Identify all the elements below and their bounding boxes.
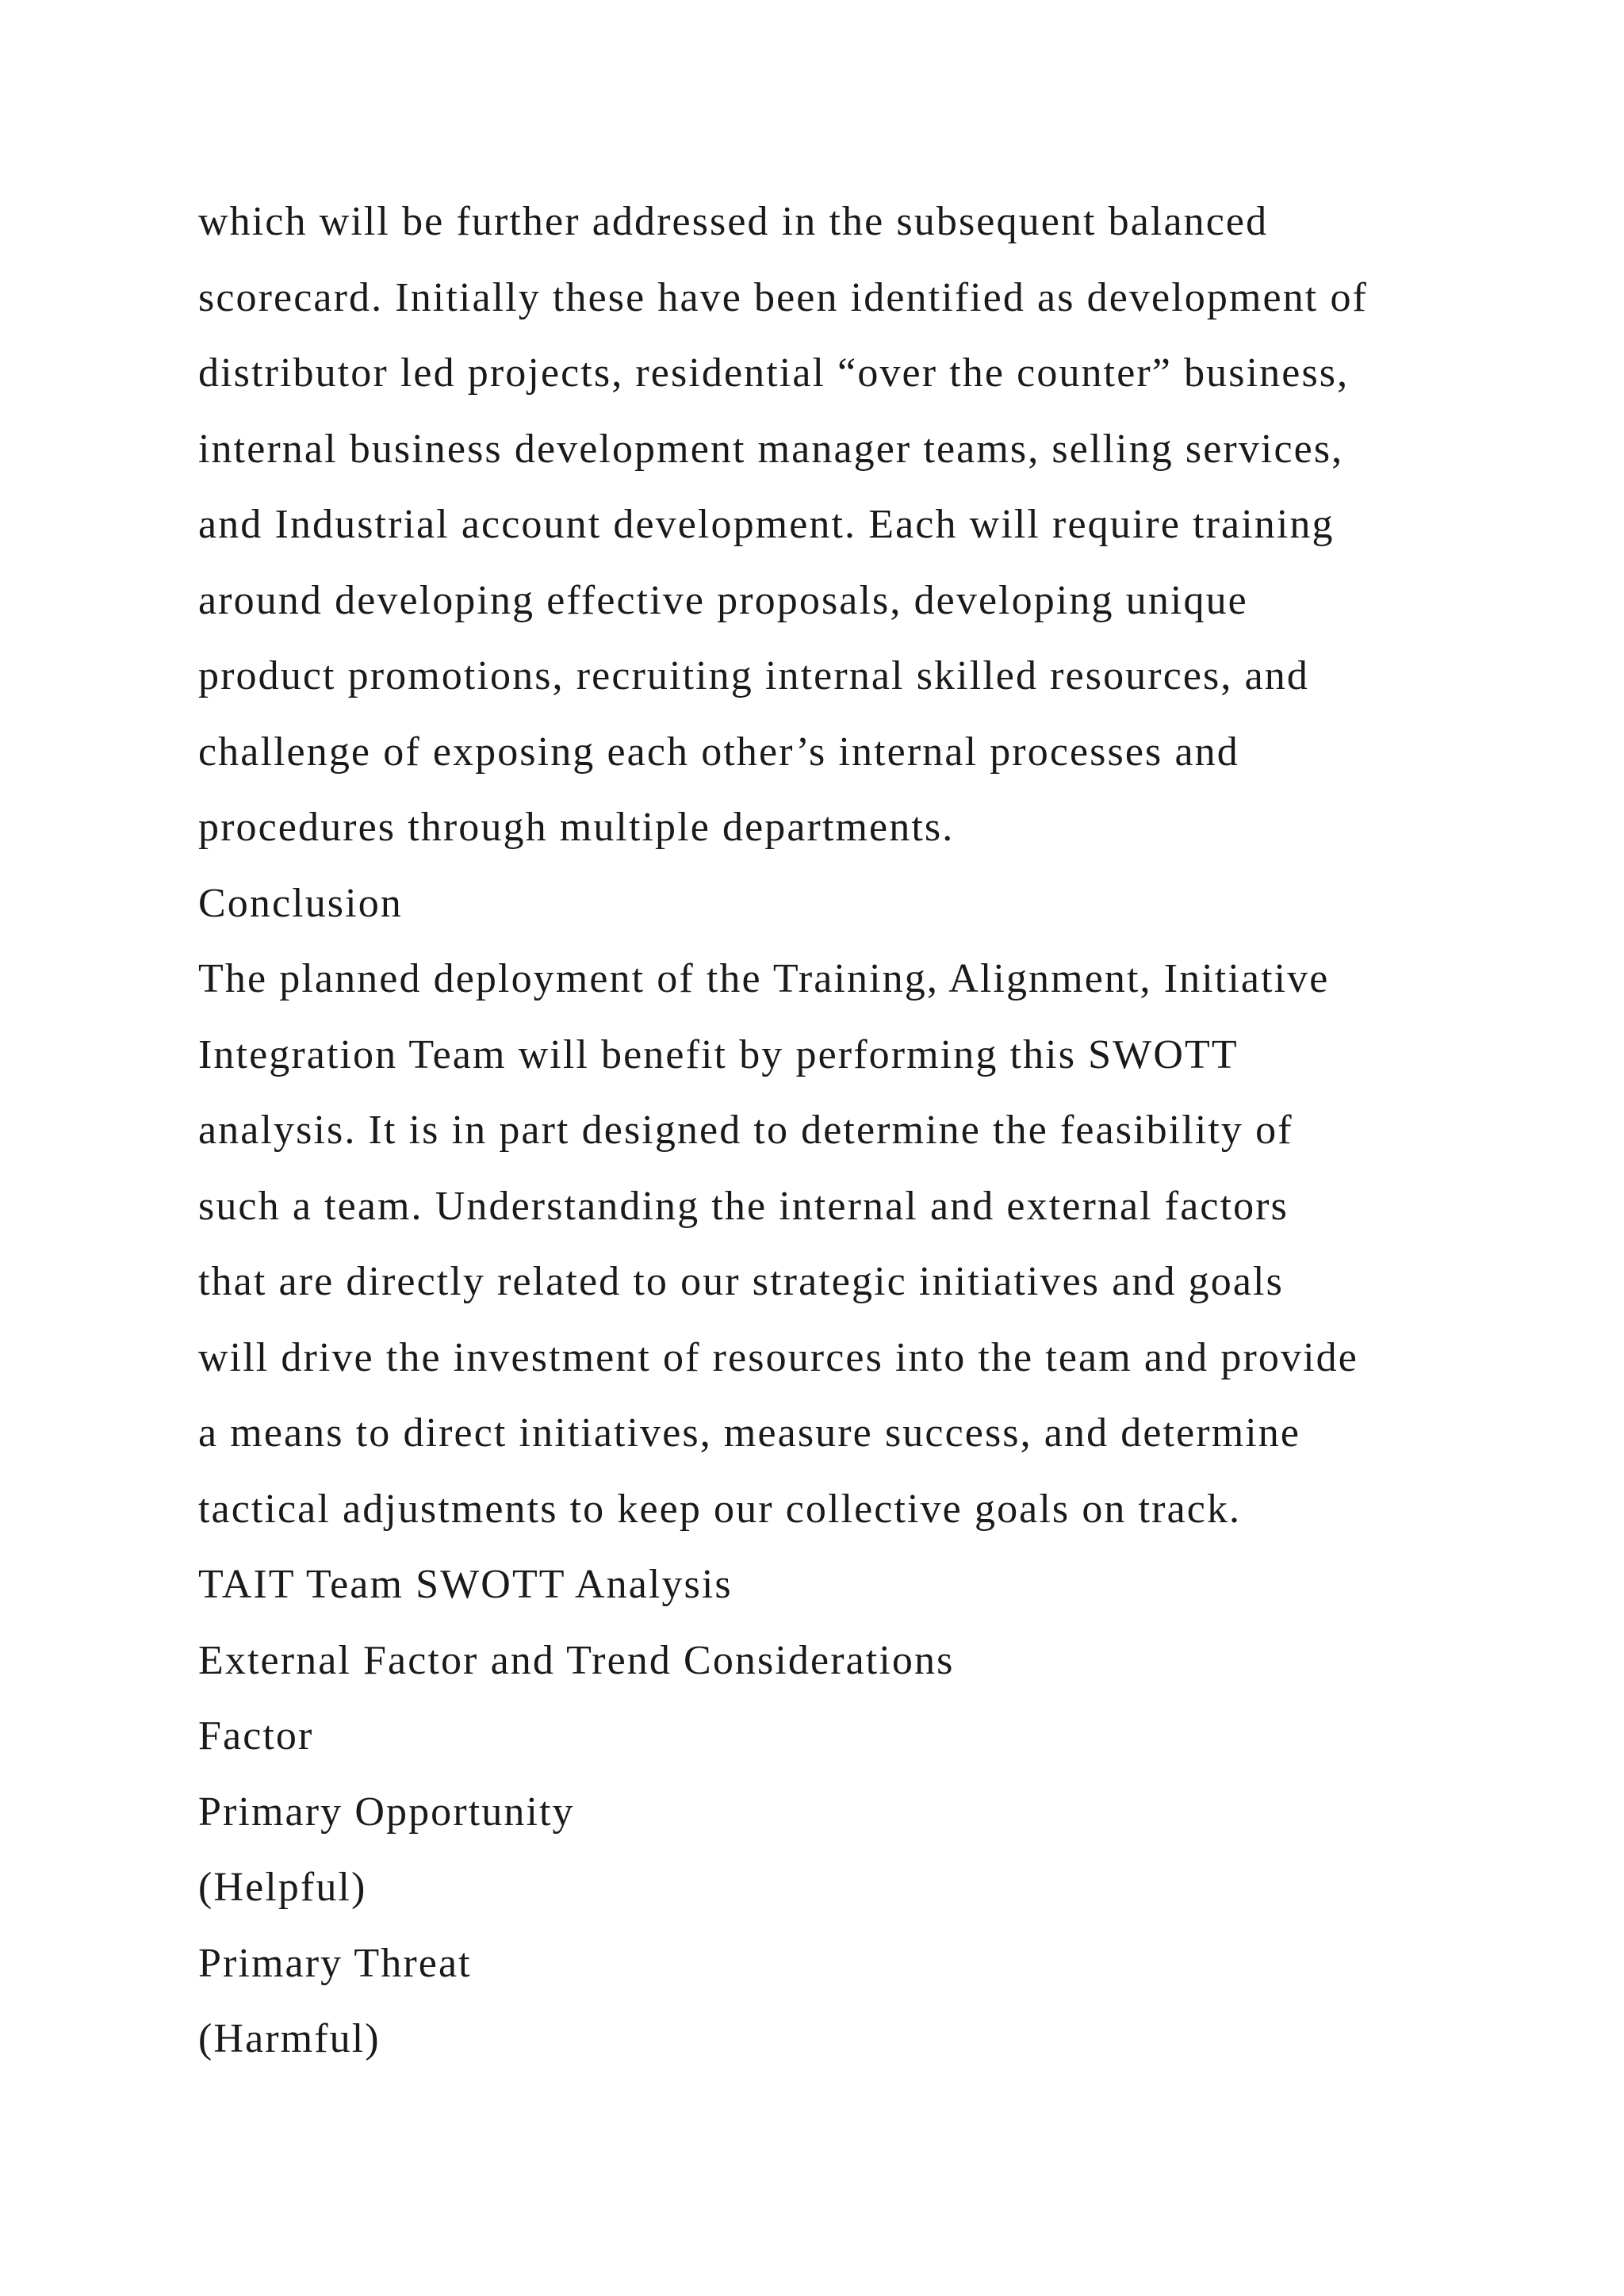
table-header-opportunity: Primary Opportunity <box>198 1789 575 1835</box>
text-line: product promotions, recruiting internal skilled resources, and <box>198 653 1309 698</box>
swott-subtitle: External Factor and Trend Considerations <box>198 1637 955 1683</box>
text-line: distributor led projects, residential “over the counter” business, <box>198 350 1350 396</box>
table-header-threat-note: (Harmful) <box>198 2016 381 2061</box>
text-line: internal business development manager teams, selling services, <box>198 426 1344 472</box>
body-paragraph <box>198 184 1546 866</box>
table-header-factor: Factor <box>198 1713 314 1758</box>
swott-table-headers <box>198 1698 1546 2077</box>
text-line: The planned deployment of the Training, Alignment, Initiative <box>198 956 1330 1001</box>
text-line: and Industrial account development. Each will require training <box>198 502 1335 547</box>
text-line: around developing effective proposals, developing unique <box>198 577 1248 623</box>
text-line: such a team. Understanding the internal and external factors <box>198 1183 1289 1229</box>
table-header-threat: Primary Threat <box>198 1940 472 1986</box>
conclusion-paragraph <box>198 941 1546 1547</box>
text-line: procedures through multiple departments. <box>198 805 955 850</box>
text-line: analysis. It is in part designed to determine the feasibility of <box>198 1108 1293 1153</box>
text-line: challenge of exposing each other’s internal processes and <box>198 729 1239 775</box>
text-line: scorecard. Initially these have been identified as development of <box>198 274 1368 320</box>
text-line: a means to direct initiatives, measure success, and determine <box>198 1410 1301 1456</box>
text-line: that are directly related to our strategic initiatives and goals <box>198 1259 1284 1304</box>
text-line: Integration Team will benefit by performing this SWOTT <box>198 1031 1239 1077</box>
swott-title: TAIT Team SWOTT Analysis <box>198 1562 733 1607</box>
document-body <box>198 184 1546 2077</box>
text-line: tactical adjustments to keep our collective goals on track. <box>198 1486 1242 1532</box>
text-line: will drive the investment of resources into the team and provide <box>198 1334 1358 1380</box>
table-header-opportunity-note: (Helpful) <box>198 1865 367 1910</box>
text-line: which will be further addressed in the subsequent balanced <box>198 199 1269 244</box>
section-heading-conclusion: Conclusion <box>198 880 403 926</box>
